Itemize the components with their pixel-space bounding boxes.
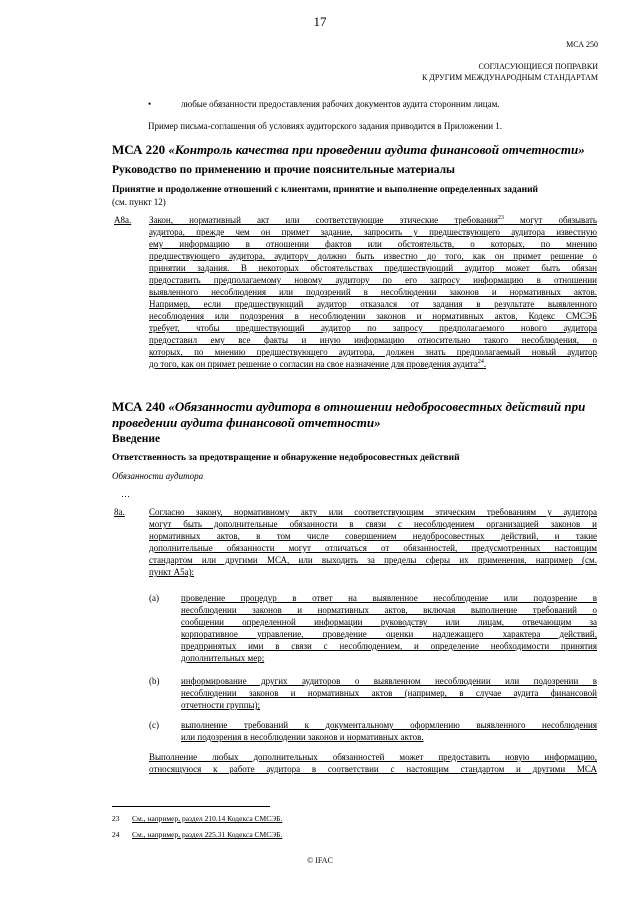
header-line1: СОГЛАСУЮЩИЕСЯ ПОПРАВКИ xyxy=(478,62,598,71)
isa240-para-label: 8a. xyxy=(114,507,125,517)
isa240-para-line-5: пункт А5а): xyxy=(149,567,195,577)
example-text: Пример письма-соглашения об условиях аудиторского задания приводится в Приложении 1. xyxy=(148,121,503,131)
footnote-23 xyxy=(112,814,282,823)
footnote-divider xyxy=(112,806,270,807)
isa220-para-line-3: предшествующего аудитора, аудитору должно быть известно до того, как он примет решение о xyxy=(149,251,597,261)
bullet-marker: • xyxy=(148,99,152,109)
isa220-para-line-6: выявленного несоблюдения или подозрений в несоблюдении законов и нормативных актов. xyxy=(149,287,597,297)
item-a-text: проведение процедур в ответ на выявленное несоблюдение или подозрение в несоблюдении законов и нормативных актов, включая выполнение требований о сообщении определенной информации руководству или лицам, отвечающим за корпоративное управление, проведение оценки надлежащего характера действий, предпринятых ими в связи с несоблюдением, и определение необходимости принятия дополнительных мер; xyxy=(181,593,597,663)
isa220-sub2-ref: (см. пункт 12) xyxy=(112,197,166,207)
isa240-para-line-3: дополнительные обязанности могут отличаться от обязанностей, предусмотренных настоящим xyxy=(149,543,597,553)
isa240-resp-heading: Ответственность за предотвращение и обнаружение недобросовестных действий xyxy=(112,453,460,463)
page-number: 17 xyxy=(313,14,327,29)
isa220-para xyxy=(149,214,597,370)
header-line2: К ДРУГИМ МЕЖДУНАРОДНЫМ СТАНДАРТАМ xyxy=(422,73,598,82)
footnote-23-text: См., например, раздел 210.14 Кодекса СМСЭБ. xyxy=(132,814,283,823)
isa220-para-line-10: предоставил ему все факты и иную информацию относительно такого несоблюдения, о xyxy=(149,335,597,345)
header-code: МСА 250 xyxy=(566,40,598,49)
ellipsis: … xyxy=(121,489,130,499)
isa240-para-line-2: нормативных актов, в том числе совершением недобросовестных действий, и такие xyxy=(149,531,597,541)
isa220-para-line-7: Например, если предшествующий аудитор отказался от задания в результате выявленного xyxy=(149,299,597,309)
isa220-para-line-0: Закон, нормативный акт или соответствующие этические требования$^{23}$ могут обязывать xyxy=(149,215,597,225)
isa220-para-line-4: принятии задания. В некоторых обстоятельствах предшествующий аудитор может быть обязан xyxy=(149,263,597,273)
isa240-intro-heading: Введение xyxy=(112,433,161,445)
isa220-para-line-1: аудитора, прежде чем он примет задание, запросить у предшествующего аудитора известную xyxy=(149,227,597,237)
item-c-label: (c) xyxy=(149,720,159,730)
isa240-title-line2: проведении аудита финансовой отчетности» xyxy=(112,415,381,430)
isa220-para-line-5: предоставить предполагаемому новому аудитору по его запросу информацию в отношении xyxy=(149,275,597,285)
footnote-24 xyxy=(112,830,282,839)
isa240-code: МСА 240 xyxy=(112,399,166,414)
footnote-24-text: См., например, раздел 225.31 Кодекса СМСЭБ. xyxy=(132,830,283,839)
isa240-title-line1: «Обязанности аудитора в отношении недобросовестных действий при xyxy=(168,399,586,414)
isa220-heading xyxy=(112,142,612,158)
footnote-24-num: 24 xyxy=(112,830,120,839)
footnote-23-num: 23 xyxy=(112,814,120,823)
isa220-code: МСА 220 xyxy=(112,142,166,157)
isa240-para-line-1: могут быть дополнительные обязанности в связи с несоблюдением организацией законов и xyxy=(149,519,597,529)
isa240-closing: Выполнение любых дополнительных обязанностей может предоставить новую информацию, относящуюся к работе аудитора в соответствии с настоящим стандартом и другими МСА xyxy=(149,752,597,774)
item-b-label: (b) xyxy=(149,676,160,686)
item-a-label: (a) xyxy=(149,593,159,603)
isa220-para-line-9: требует, чтобы предшествующий аудитор по запросу предполагаемого нового аудитора xyxy=(149,323,597,333)
isa220-para-label: A8a. xyxy=(114,215,132,225)
isa220-sub2: Принятие и продолжение отношений с клиентами, принятие и выполнение определенных заданий xyxy=(112,185,539,195)
isa220-para-line-12: до того, как он примет решение о согласии на свое назначение для проведения аудита$^{24}$. xyxy=(149,359,487,369)
item-b-text: информирование других аудиторов о выявленном несоблюдении или подозрении в несоблюдении законов и нормативных актов (например, в случае аудита финансовой отчетности группы); xyxy=(181,676,597,710)
isa220-para-line-8: несоблюдения или подозрения в несоблюдении законов и нормативных актов, Кодекс СМСЭБ xyxy=(149,311,597,321)
isa240-para-line-0: Согласно закону, нормативному акту или соответствующим этическим требованиям у аудитора xyxy=(149,507,597,517)
isa220-para-line-2: ему информацию в отношении фактов или обстоятельств, о которых, по мнению xyxy=(149,239,597,249)
item-c-text: выполнение требований к документальному оформлению выявленного несоблюдения или подозрения в несоблюдении законов и нормативных актов. xyxy=(181,720,597,742)
isa220-subheading: Руководство по применению и прочие пояснительные материалы xyxy=(112,164,456,176)
isa240-italic-heading: Обязанности аудитора xyxy=(112,471,204,481)
isa240-heading xyxy=(112,399,612,431)
footer-copyright: © IFAC xyxy=(307,856,333,865)
isa240-para-line-4: стандартом или другими МСА, или выходить за пределы сферы их применения, например (см. xyxy=(149,555,597,565)
isa220-para-line-11: которых, по мнению предшествующего аудитора, должен знать предполагаемый новый аудитор xyxy=(149,347,597,357)
isa220-title: «Контроль качества при проведении аудита финансовой отчетности» xyxy=(168,142,585,157)
bullet-text: любые обязанности предоставления рабочих документов аудита сторонним лицам. xyxy=(181,99,500,109)
isa240-para xyxy=(149,506,597,578)
